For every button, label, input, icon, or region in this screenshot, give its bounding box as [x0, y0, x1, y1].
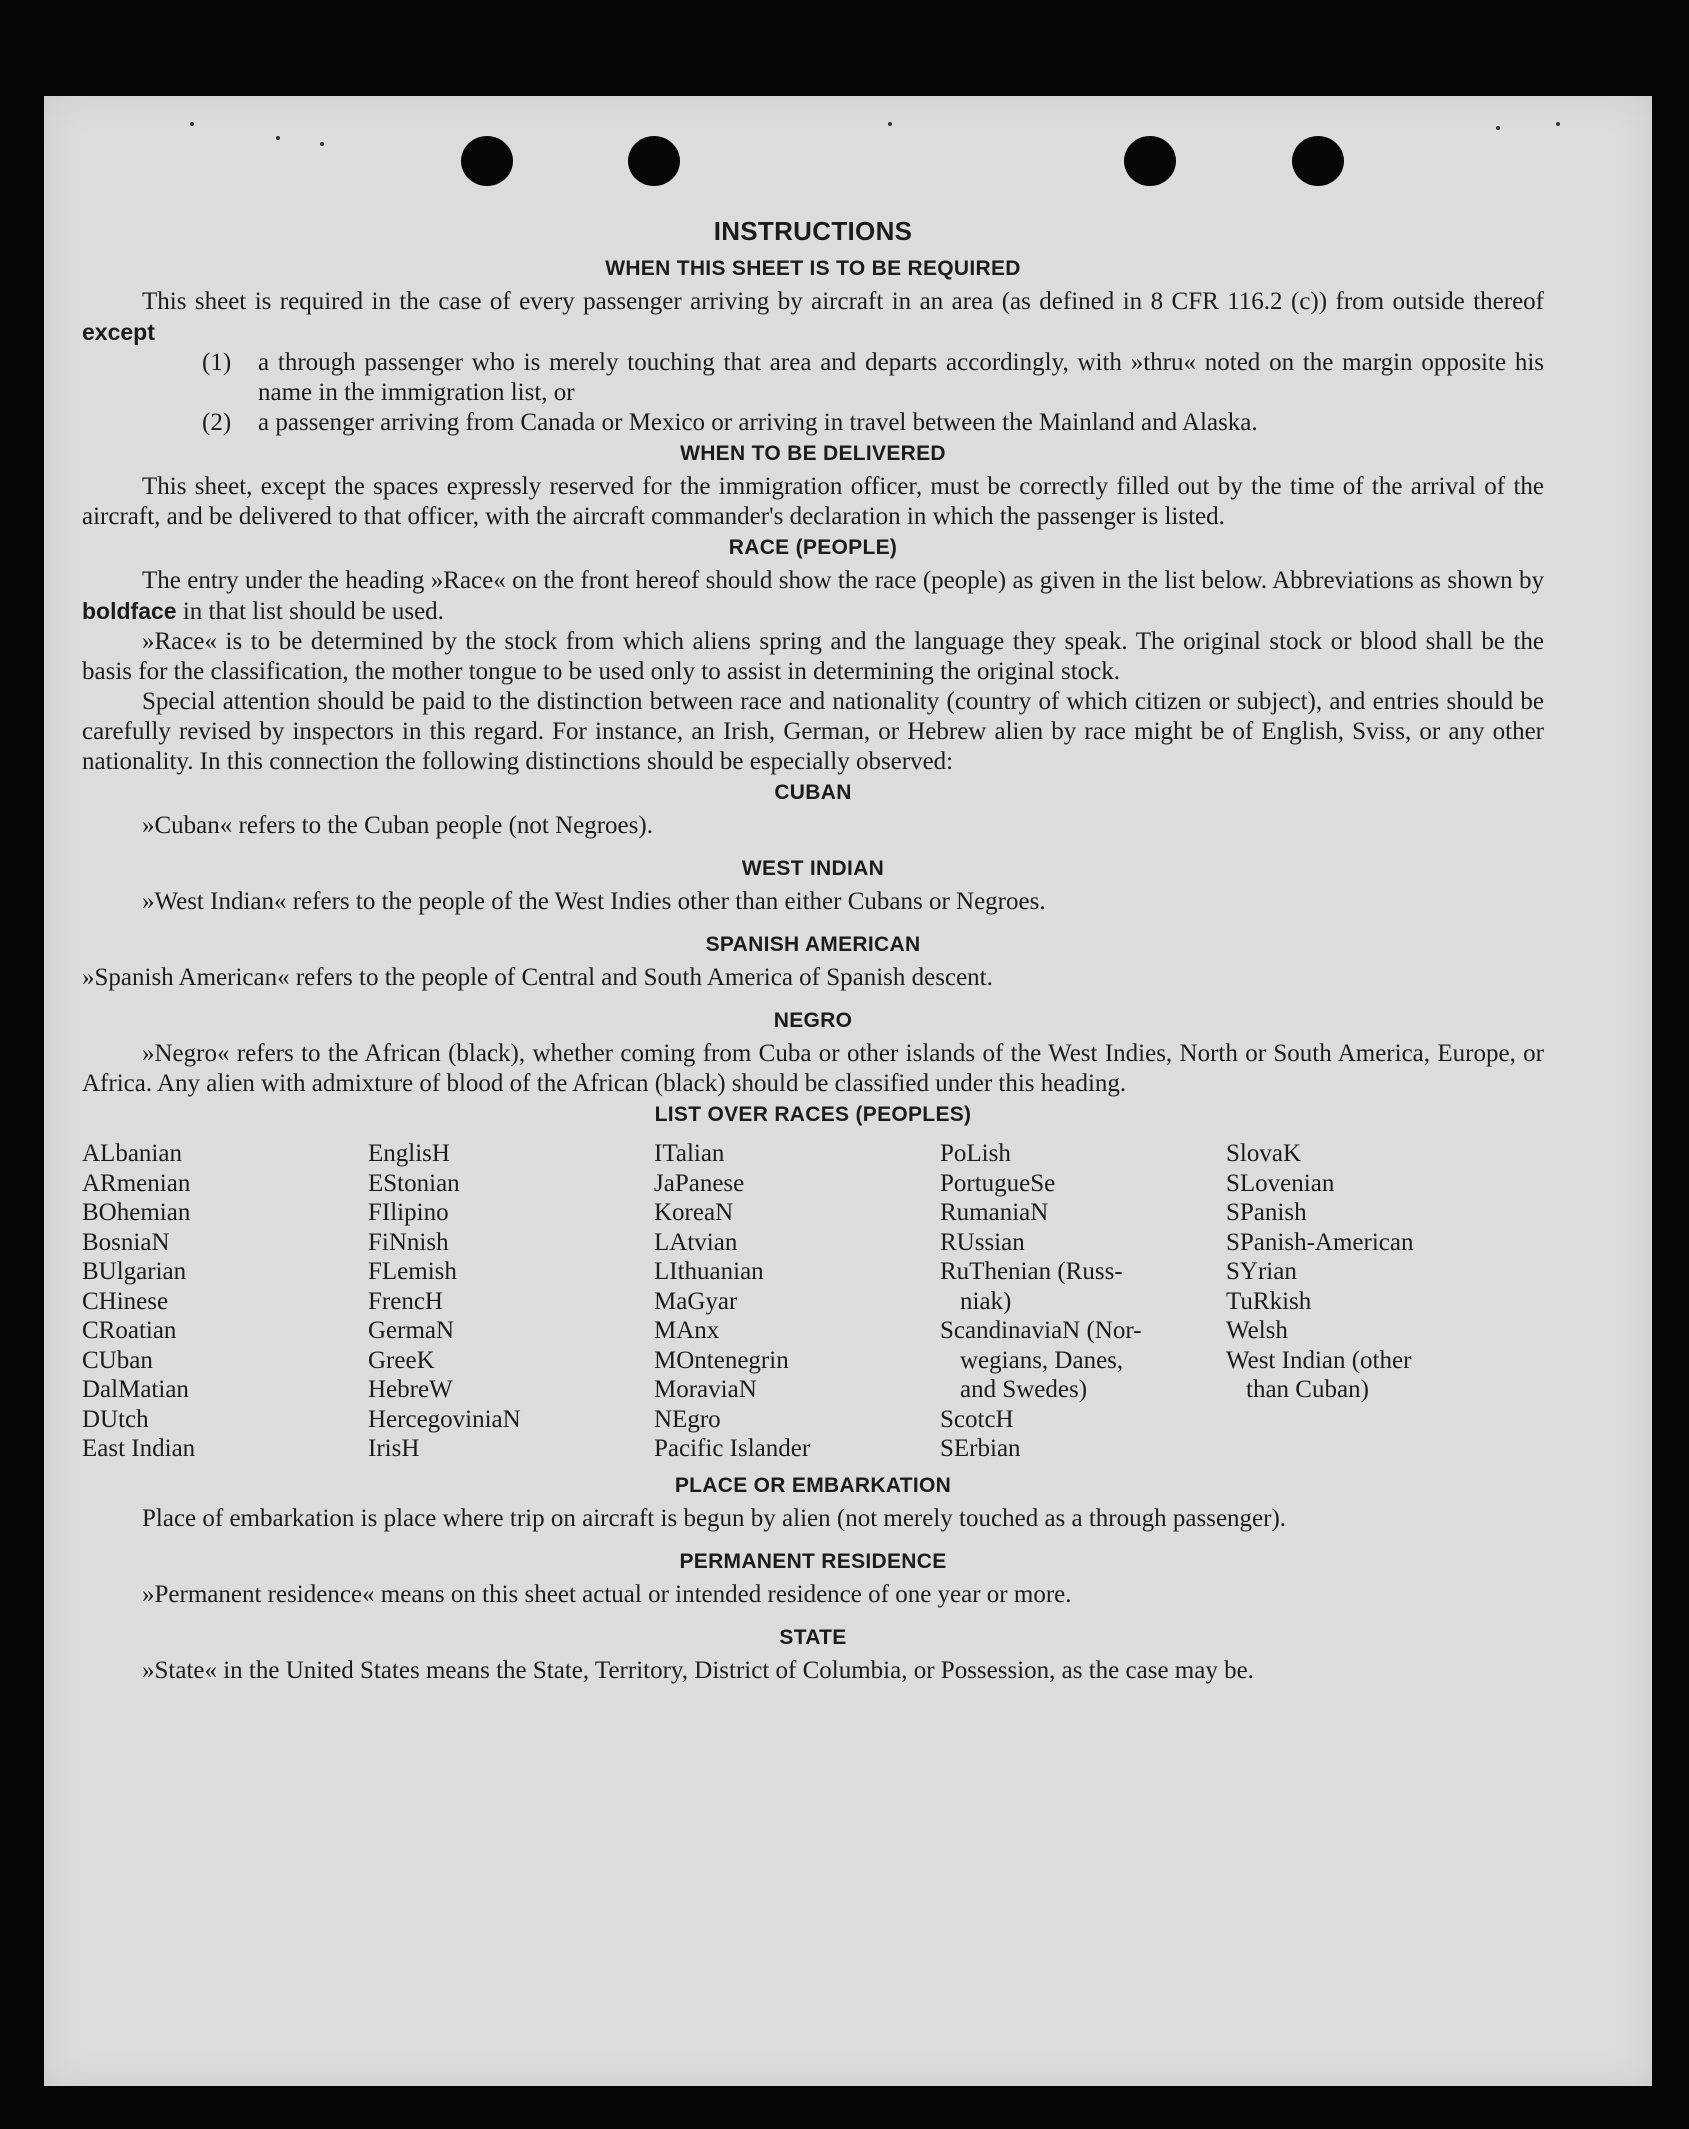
- section-heading-required: WHEN THIS SHEET IS TO BE REQUIRED: [605, 257, 1021, 280]
- section-heading-list: LIST OVER RACES (PEOPLES): [654, 1103, 972, 1126]
- speck: [888, 122, 892, 126]
- race-entry: IrisH: [368, 1435, 420, 1462]
- race-entry: SYrian: [1226, 1258, 1297, 1285]
- race-entry: CHinese: [82, 1287, 169, 1315]
- race-entry: RuThenian (Russ-: [940, 1258, 1123, 1285]
- speck: [320, 142, 324, 146]
- race-entry: DUtch: [82, 1405, 149, 1433]
- race-entry: CRoatian: [82, 1317, 177, 1344]
- race-entry: SErbian: [940, 1435, 1021, 1462]
- race-entry: BUlgarian: [82, 1258, 187, 1285]
- race-entry: TuRkish: [1226, 1287, 1312, 1315]
- section-heading-state: STATE: [779, 1625, 847, 1649]
- section-heading-spanish-american: SPANISH AMERICAN: [705, 933, 921, 956]
- page-title: INSTRUCTIONS: [713, 216, 913, 246]
- state-text: »State« in the United States means the State, Territory, District of Columbia, or Possession, as the case may be.: [142, 1656, 1254, 1684]
- section-heading-residence: PERMANENT RESIDENCE: [679, 1549, 947, 1573]
- races-list: [82, 1139, 1544, 1464]
- boldface-keyword: boldface: [82, 598, 177, 624]
- race-entry: MaGyar: [654, 1287, 738, 1315]
- delivered-text: This sheet, except the spaces expressly reserved for the immigration officer, must be correctly filled out by the time of the arrival of the aircraft, and be delivered to that officer, with the aircraft commander's declaration in which the passenger is listed.: [82, 473, 1544, 530]
- race-entry: HercegoviniaN: [368, 1405, 521, 1433]
- race-entry: PoLish: [940, 1140, 1011, 1167]
- exception-item-1: (1) a through passenger who is merely touching that area and departs accordingly, with »thru« noted on the margin opposite his name in the immigration list, or: [202, 349, 1544, 406]
- except-keyword: except: [82, 319, 155, 345]
- speck: [190, 122, 194, 126]
- race-entry: ScandinaviaN (Nor-: [940, 1317, 1142, 1344]
- race-entry: ITalian: [654, 1140, 725, 1167]
- race-entry: DalMatian: [82, 1376, 189, 1403]
- speck: [1496, 126, 1500, 130]
- race-entry: EStonian: [368, 1169, 460, 1197]
- section-heading-negro: NEGRO: [773, 1009, 853, 1032]
- race-paragraph-2: »Race« is to be determined by the stock from which aliens spring and the language they speak. The original stock or blood shall be the basis for the classification, the mother tongue to be used only to assist in determining the original stock.: [82, 628, 1544, 685]
- race-entry: Pacific Islander: [654, 1435, 811, 1462]
- instructions-content: [82, 216, 1544, 1686]
- race-entry: East Indian: [82, 1435, 196, 1462]
- race-entry: GreeK: [368, 1346, 435, 1374]
- section-heading-cuban: CUBAN: [774, 781, 852, 804]
- section-heading-race: RACE (PEOPLE): [728, 536, 898, 559]
- race-entry: SlovaK: [1226, 1140, 1301, 1167]
- race-entry: CUban: [82, 1346, 153, 1374]
- race-entry: RUssian: [940, 1228, 1025, 1256]
- race-entry: FiNnish: [368, 1228, 449, 1256]
- race-entry: PortugueSe: [940, 1169, 1056, 1197]
- race-entry: than Cuban): [1246, 1376, 1369, 1403]
- race-entry: MoraviaN: [654, 1376, 757, 1403]
- race-entry: FLemish: [368, 1258, 457, 1285]
- race-entry: wegians, Danes,: [960, 1346, 1124, 1374]
- race-entry: SPanish-American: [1226, 1228, 1414, 1256]
- race-entry: MOntenegrin: [654, 1346, 789, 1374]
- races-column-3: [654, 1139, 940, 1464]
- speck: [276, 136, 280, 140]
- required-intro: This sheet is required in the case of every passenger arriving by aircraft in an area (as defined in 8 CFR 116.2 (c)) from outside thereof except: [82, 288, 1544, 345]
- race-entry: LAtvian: [654, 1228, 738, 1256]
- race-entry: KoreaN: [654, 1199, 734, 1226]
- races-column-1: [82, 1139, 368, 1464]
- punch-hole: [628, 136, 680, 186]
- race-entry: SPanish: [1226, 1199, 1307, 1226]
- race-entry: NEgro: [654, 1405, 721, 1433]
- document-sheet: [44, 96, 1652, 2086]
- punch-hole: [1292, 136, 1344, 186]
- race-entry: FrencH: [368, 1287, 443, 1315]
- race-entry: MAnx: [654, 1317, 720, 1344]
- races-column-2: [368, 1139, 654, 1464]
- race-entry: FIlipino: [368, 1199, 449, 1226]
- punch-hole: [1124, 136, 1176, 186]
- race-entry: SLovenian: [1226, 1169, 1335, 1197]
- race-paragraph-1: The entry under the heading »Race« on the front hereof should show the race (people) as given in the list below. Abbreviations as shown by boldface in that list should be used.: [82, 567, 1544, 625]
- race-entry: BosniaN: [82, 1228, 170, 1256]
- race-entry: GermaN: [368, 1317, 455, 1344]
- residence-text: »Permanent residence« means on this sheet actual or intended residence of one year or more.: [142, 1580, 1072, 1608]
- race-entry: and Swedes): [960, 1376, 1088, 1403]
- race-entry: BOhemian: [82, 1199, 191, 1226]
- negro-text: »Negro« refers to the African (black), whether coming from Cuba or other islands of the West Indies, North or South America, Europe, or Africa. Any alien with admixture of blood of the African (black) should be classified under this heading.: [82, 1040, 1544, 1097]
- spanish-american-text: »Spanish American« refers to the people of Central and South America of Spanish descent.: [82, 964, 993, 991]
- race-paragraph-3: Special attention should be paid to the distinction between race and nationality (country of which citizen or subject), and entries should be carefully revised by inspectors in this regard. For instance, an Irish, German, or Hebrew alien by race might be of English, Sviss, or any other nationality. In this connection the following distinctions should be especially observed:: [82, 688, 1544, 775]
- section-heading-west-indian: WEST INDIAN: [741, 857, 885, 880]
- embarkation-text: Place of embarkation is place where trip on aircraft is begun by alien (not merely touched as a through passenger).: [142, 1504, 1287, 1532]
- speck: [1556, 122, 1560, 126]
- races-column-4: [940, 1139, 1226, 1464]
- race-entry: LIthuanian: [654, 1258, 764, 1285]
- section-heading-embarkation: PLACE OR EMBARKATION: [674, 1473, 952, 1497]
- race-entry: RumaniaN: [940, 1199, 1049, 1226]
- exception-item-2: (2) a passenger arriving from Canada or Mexico or arriving in travel between the Mainland and Alaska.: [202, 409, 1258, 436]
- cuban-text: »Cuban« refers to the Cuban people (not Negroes).: [142, 812, 653, 839]
- section-heading-delivered: WHEN TO BE DELIVERED: [680, 442, 946, 465]
- punch-hole: [461, 136, 513, 186]
- race-entry: ARmenian: [82, 1169, 191, 1197]
- race-entry: ALbanian: [82, 1140, 182, 1167]
- race-entry: EnglisH: [368, 1140, 450, 1167]
- race-entry: HebreW: [368, 1376, 453, 1403]
- west-indian-text: »West Indian« refers to the people of the West Indies other than either Cubans or Negroes.: [142, 888, 1046, 915]
- race-entry: JaPanese: [654, 1169, 745, 1197]
- race-entry: niak): [960, 1287, 1012, 1315]
- races-column-5: [1226, 1139, 1512, 1464]
- race-entry: Welsh: [1226, 1317, 1288, 1344]
- race-entry: ScotcH: [940, 1405, 1014, 1433]
- race-entry: West Indian (other: [1226, 1346, 1412, 1374]
